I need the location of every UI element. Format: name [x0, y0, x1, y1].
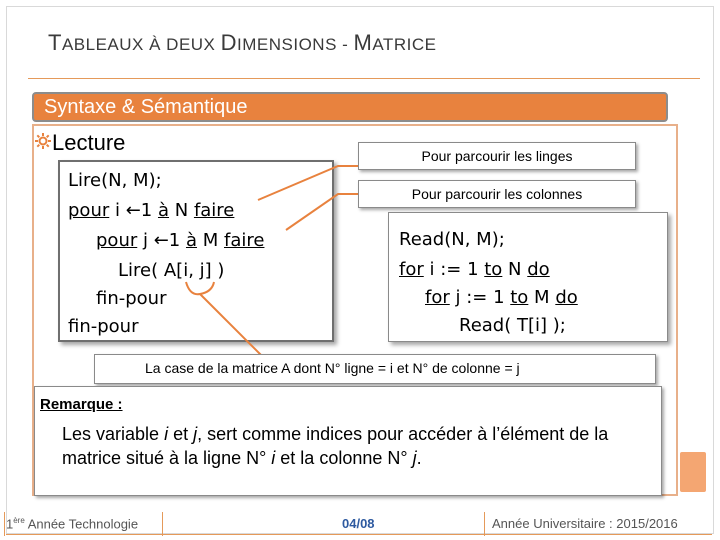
callout-cell	[94, 354, 656, 384]
algo-line-4: Lire( A[i, j] )	[118, 260, 225, 281]
algo-line-1: Lire(N, M);	[68, 170, 162, 191]
left-arrow-icon: ←	[153, 230, 169, 251]
code-line-4: Read( T[i] );	[459, 315, 566, 336]
footer-rule	[6, 534, 712, 535]
callout-cols: Pour parcourir les colonnes	[358, 180, 636, 208]
pascal-code-box	[388, 212, 668, 342]
page-number: 04/08	[342, 516, 375, 531]
remark-label: Remarque :	[40, 396, 123, 413]
footer-course: 1ère Année Technologie	[6, 516, 139, 532]
decorative-square	[680, 452, 706, 492]
footer-year: Année Universitaire : 2015/2016	[492, 516, 678, 531]
footer-divider	[162, 512, 163, 536]
algo-line-5: fin-pour	[96, 288, 167, 309]
callout-rows: Pour parcourir les linges	[358, 142, 636, 170]
algo-line-3: pour j ←1 à M faire	[96, 230, 265, 251]
code-line-3: for j := 1 to M do	[425, 287, 578, 308]
footer-divider	[484, 512, 485, 536]
bullet-lecture: Lecture	[52, 130, 126, 155]
footer-divider	[4, 512, 5, 536]
remark-text: Les variable i et j, sert comme indices pour accéder à l’élément de la matrice situé à la ligne N° i et la colonne N° j.	[62, 424, 609, 468]
callout-cell-text: La case de la matrice A dont N° ligne = i et N° de colonne = j	[145, 360, 520, 376]
code-line-2: for i := 1 to N do	[399, 259, 550, 280]
section-header-label: Syntaxe & Sémantique	[44, 96, 248, 118]
algo-line-6: fin-pour	[68, 316, 139, 337]
code-line-1: Read(N, M);	[399, 229, 505, 250]
algo-line-2: pour i ←1 à N faire	[68, 200, 235, 221]
slide-title: TABLEAUX À DEUX DIMENSIONS - MATRICE	[48, 30, 437, 55]
left-arrow-icon: ←	[125, 200, 141, 221]
